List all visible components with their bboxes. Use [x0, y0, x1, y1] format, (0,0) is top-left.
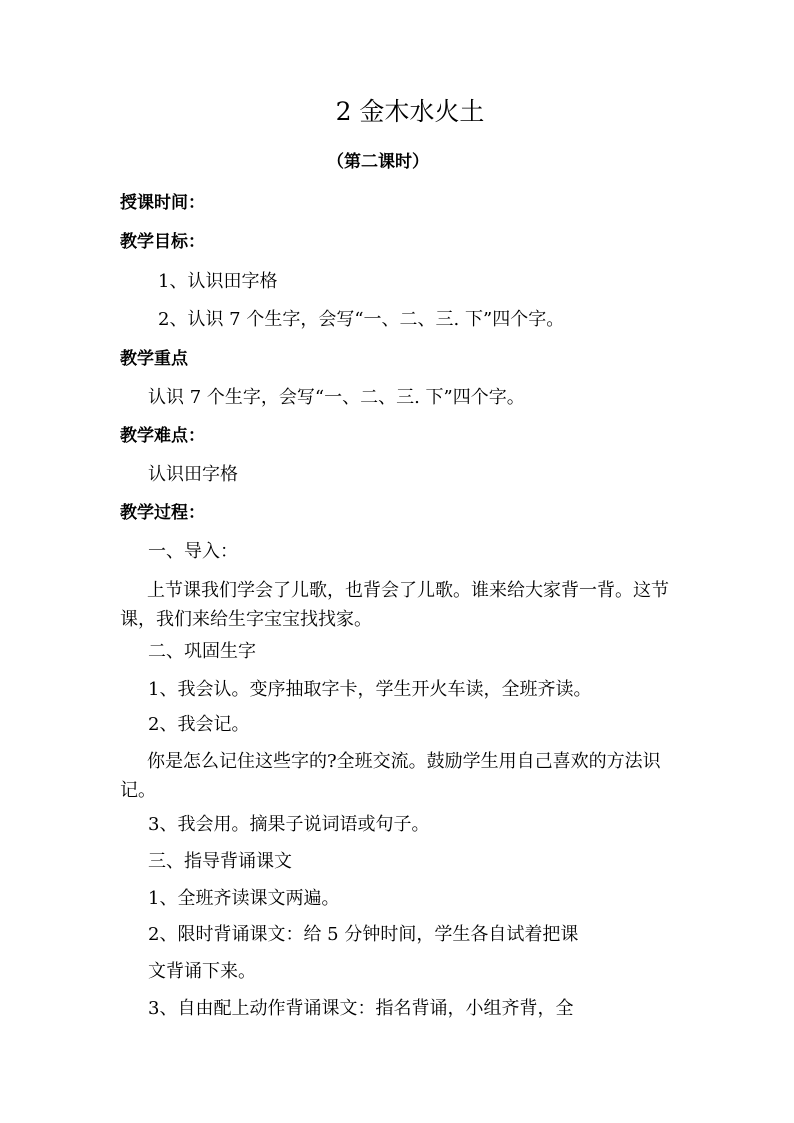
step-2-item-1: 1、我会认。变序抽取字卡，学生开火车读，全班齐读。 — [148, 679, 592, 700]
difficulty-heading: 教学难点： — [120, 426, 205, 446]
step-2-heading: 二、巩固生字 — [148, 641, 256, 662]
step-3-item-2: 2、限时背诵课文：给 5 分钟时间，学生各自试着把课 — [148, 924, 579, 945]
step-3-item-3: 3、自由配上动作背诵课文：指名背诵，小组齐背，全 — [148, 998, 574, 1019]
step-3-heading: 三、指导背诵课文 — [148, 851, 292, 872]
document-title: 2 金木水火土 — [335, 97, 485, 126]
goal-item-1: 1、认识田字格 — [158, 271, 278, 292]
step-1-heading: 一、导入： — [148, 541, 238, 562]
goal-heading: 教学目标： — [120, 232, 205, 252]
difficulty-text: 认识田字格 — [148, 464, 238, 485]
time-label: 授课时间： — [120, 193, 205, 213]
step-2-item-2: 2、我会记。 — [148, 714, 250, 735]
process-heading: 教学过程： — [120, 503, 205, 523]
key-text: 认识 7 个生字，会写“一、二、三. 下”四个字。 — [148, 387, 525, 408]
step-3-item-2-continued: 文背诵下来。 — [148, 961, 256, 982]
step-1-text: 上节课我们学会了儿歌，也背会了儿歌。谁来给大家背一背。这节课，我们来给生字宝宝找找家。 — [120, 580, 669, 630]
lesson-subtitle: （第二课时） — [327, 152, 429, 172]
step-3-item-1: 1、全班齐读课文两遍。 — [148, 888, 340, 909]
goal-item-2: 2、认识 7 个生字，会写“一、二、三. 下”四个字。 — [158, 309, 565, 330]
step-2-item-3: 3、我会用。摘果子说词语或句子。 — [148, 814, 430, 835]
step-2-item-2-text: 你是怎么记住这些字的?全班交流。鼓励学生用自己喜欢的方法识记。 — [120, 751, 661, 801]
key-heading: 教学重点 — [120, 349, 188, 369]
